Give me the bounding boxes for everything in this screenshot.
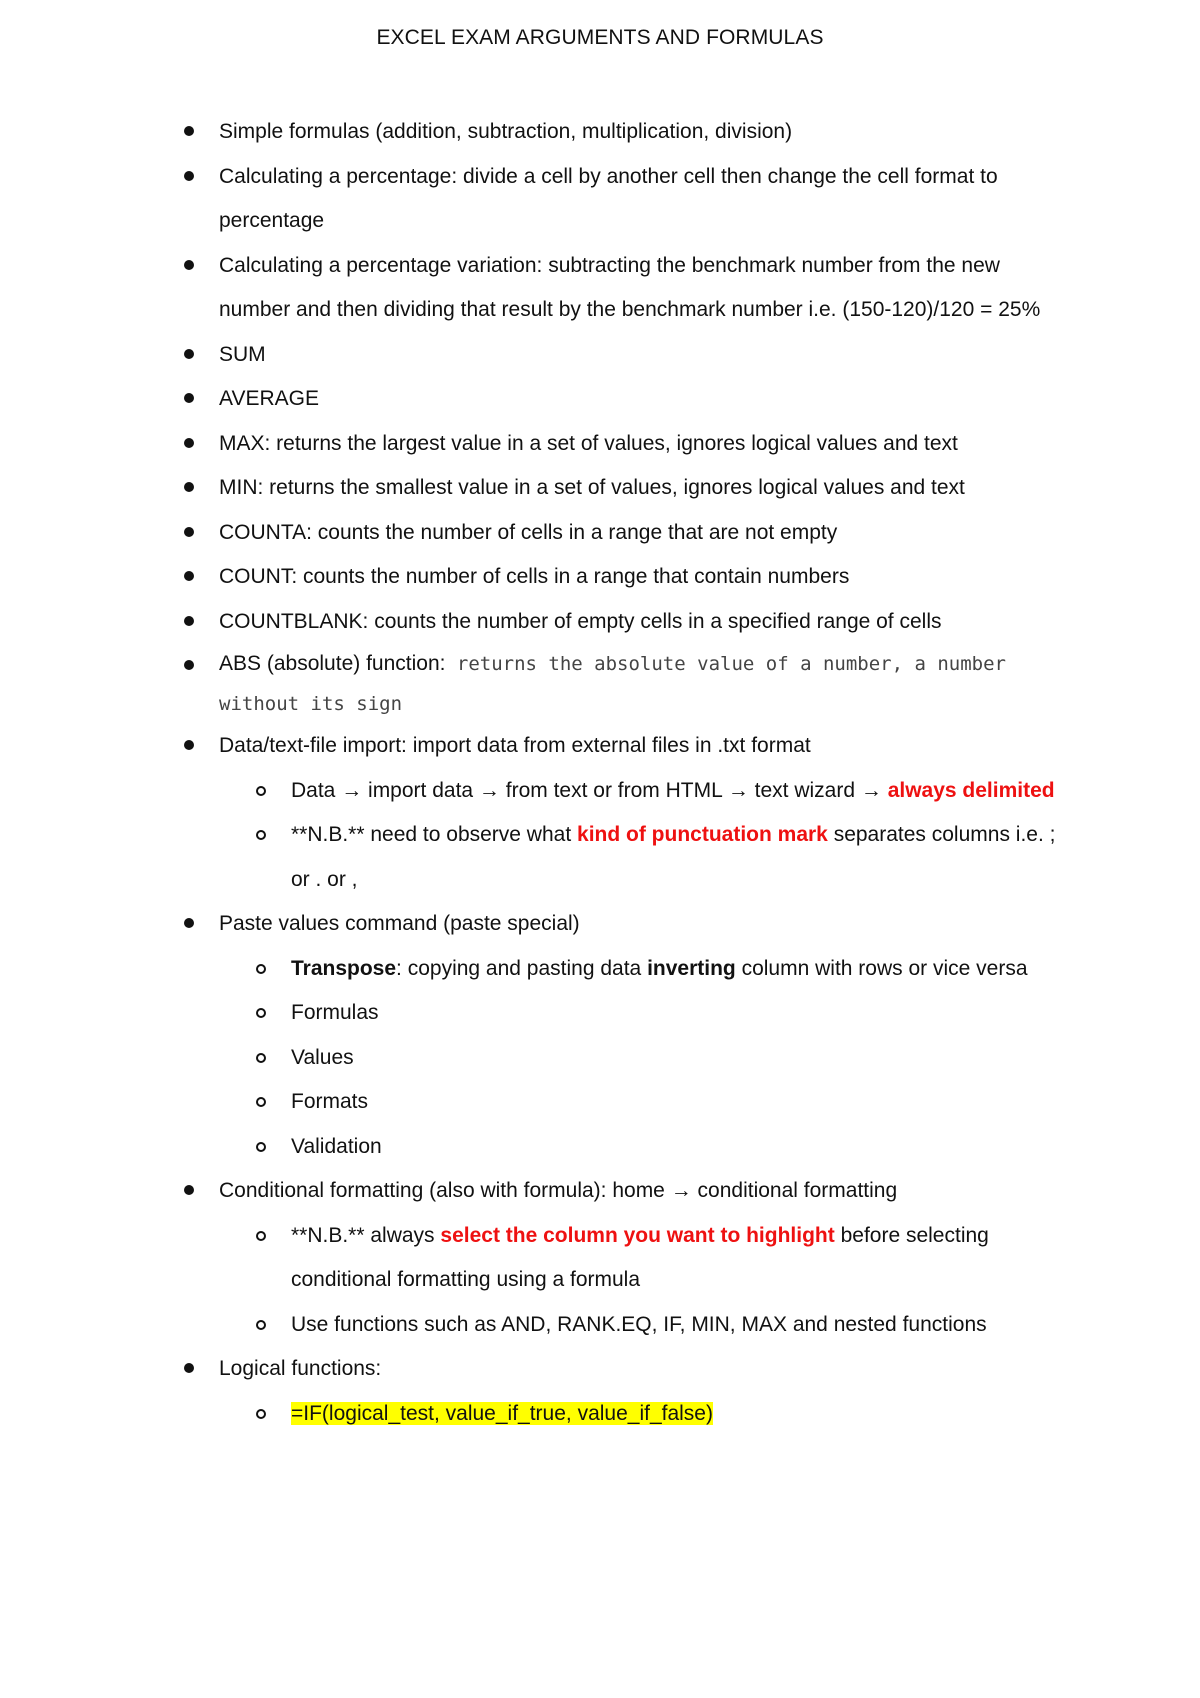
if-formula-highlight: =IF(logical_test, value_if_true, value_if_false) xyxy=(291,1401,713,1425)
sub-bullet-icon xyxy=(256,1142,266,1152)
list-item-abs: ABS (absolute) function: returns the absolute value of a number, a number without its sign xyxy=(0,644,1200,724)
bullet-icon xyxy=(184,393,194,403)
highlight-text: select the column you want to highlight xyxy=(440,1223,835,1247)
bullet-icon xyxy=(184,918,194,928)
sub-bullet-icon xyxy=(256,1097,266,1107)
list-item-simple-formulas: Simple formulas (addition, subtraction, multiplication, division) xyxy=(0,110,1200,155)
sub-item-select-column: **N.B.** always select the column you want to highlight before selecting conditional formatting using a formula xyxy=(0,1214,1200,1303)
list-item-percentage: Calculating a percentage: divide a cell by another cell then change the cell format to percentage xyxy=(0,155,1200,244)
sub-item-transpose: Transpose: copying and pasting data inverting column with rows or vice versa xyxy=(0,947,1200,992)
bullet-icon xyxy=(184,126,194,136)
sub-item-import-path: Data → import data → from text or from HTML → text wizard → always delimited xyxy=(0,769,1200,814)
sub-item-values: Values xyxy=(0,1036,1200,1081)
sub-item-functions: Use functions such as AND, RANK.EQ, IF, MIN, MAX and nested functions xyxy=(0,1303,1200,1348)
bullet-icon xyxy=(184,527,194,537)
sub-bullet-icon xyxy=(256,1231,266,1241)
list-item-sum: SUM xyxy=(0,333,1200,378)
sub-item-validation: Validation xyxy=(0,1125,1200,1170)
list-item-count: COUNT: counts the number of cells in a range that contain numbers xyxy=(0,555,1200,600)
bullet-icon xyxy=(184,438,194,448)
list-item-conditional-formatting: Conditional formatting (also with formula): home → conditional formatting xyxy=(0,1169,1200,1214)
page-title: EXCEL EXAM ARGUMENTS AND FORMULAS xyxy=(376,26,824,49)
list-item-percentage-variation: Calculating a percentage variation: subtracting the benchmark number from the new number and then dividing that result by the benchmark number i.e. (150-120)/120 = 25% xyxy=(0,244,1200,333)
sub-bullet-icon xyxy=(256,1320,266,1330)
list-item-paste: Paste values command (paste special) xyxy=(0,902,1200,947)
list-item-average: AVERAGE xyxy=(0,377,1200,422)
sub-bullet-icon xyxy=(256,1053,266,1063)
sub-bullet-icon xyxy=(256,964,266,974)
bullet-icon xyxy=(184,571,194,581)
bullet-icon xyxy=(184,260,194,270)
sub-bullet-icon xyxy=(256,830,266,840)
sub-item-formats: Formats xyxy=(0,1080,1200,1125)
sub-item-formulas: Formulas xyxy=(0,991,1200,1036)
bullet-icon xyxy=(184,171,194,181)
sub-bullet-icon xyxy=(256,1409,266,1419)
highlight-text: always delimited xyxy=(887,778,1055,802)
bullet-list xyxy=(0,110,1200,1436)
list-item-import: Data/text-file import: import data from external files in .txt format xyxy=(0,724,1200,769)
list-item-counta: COUNTA: counts the number of cells in a range that are not empty xyxy=(0,511,1200,556)
bullet-icon xyxy=(184,740,194,750)
sub-item-punctuation: **N.B.** need to observe what kind of punctuation mark separates columns i.e. ; or . or , xyxy=(0,813,1200,902)
bullet-icon xyxy=(184,482,194,492)
bullet-icon xyxy=(184,349,194,359)
highlight-text: kind of punctuation mark xyxy=(577,823,828,846)
bullet-icon xyxy=(184,660,194,670)
bullet-icon xyxy=(184,1185,194,1195)
list-item-countblank: COUNTBLANK: counts the number of empty cells in a specified range of cells xyxy=(0,600,1200,645)
bullet-icon xyxy=(184,616,194,626)
bullet-icon xyxy=(184,1363,194,1373)
list-item-logical: Logical functions: xyxy=(0,1347,1200,1392)
abs-description: returns the absolute value of a number, a number without its sign xyxy=(219,653,1006,715)
list-item-max: MAX: returns the largest value in a set of values, ignores logical values and text xyxy=(0,422,1200,467)
sub-bullet-icon xyxy=(256,786,266,796)
sub-item-if-formula xyxy=(0,1392,1200,1437)
list-item-min: MIN: returns the smallest value in a set of values, ignores logical values and text xyxy=(0,466,1200,511)
sub-bullet-icon xyxy=(256,1008,266,1018)
